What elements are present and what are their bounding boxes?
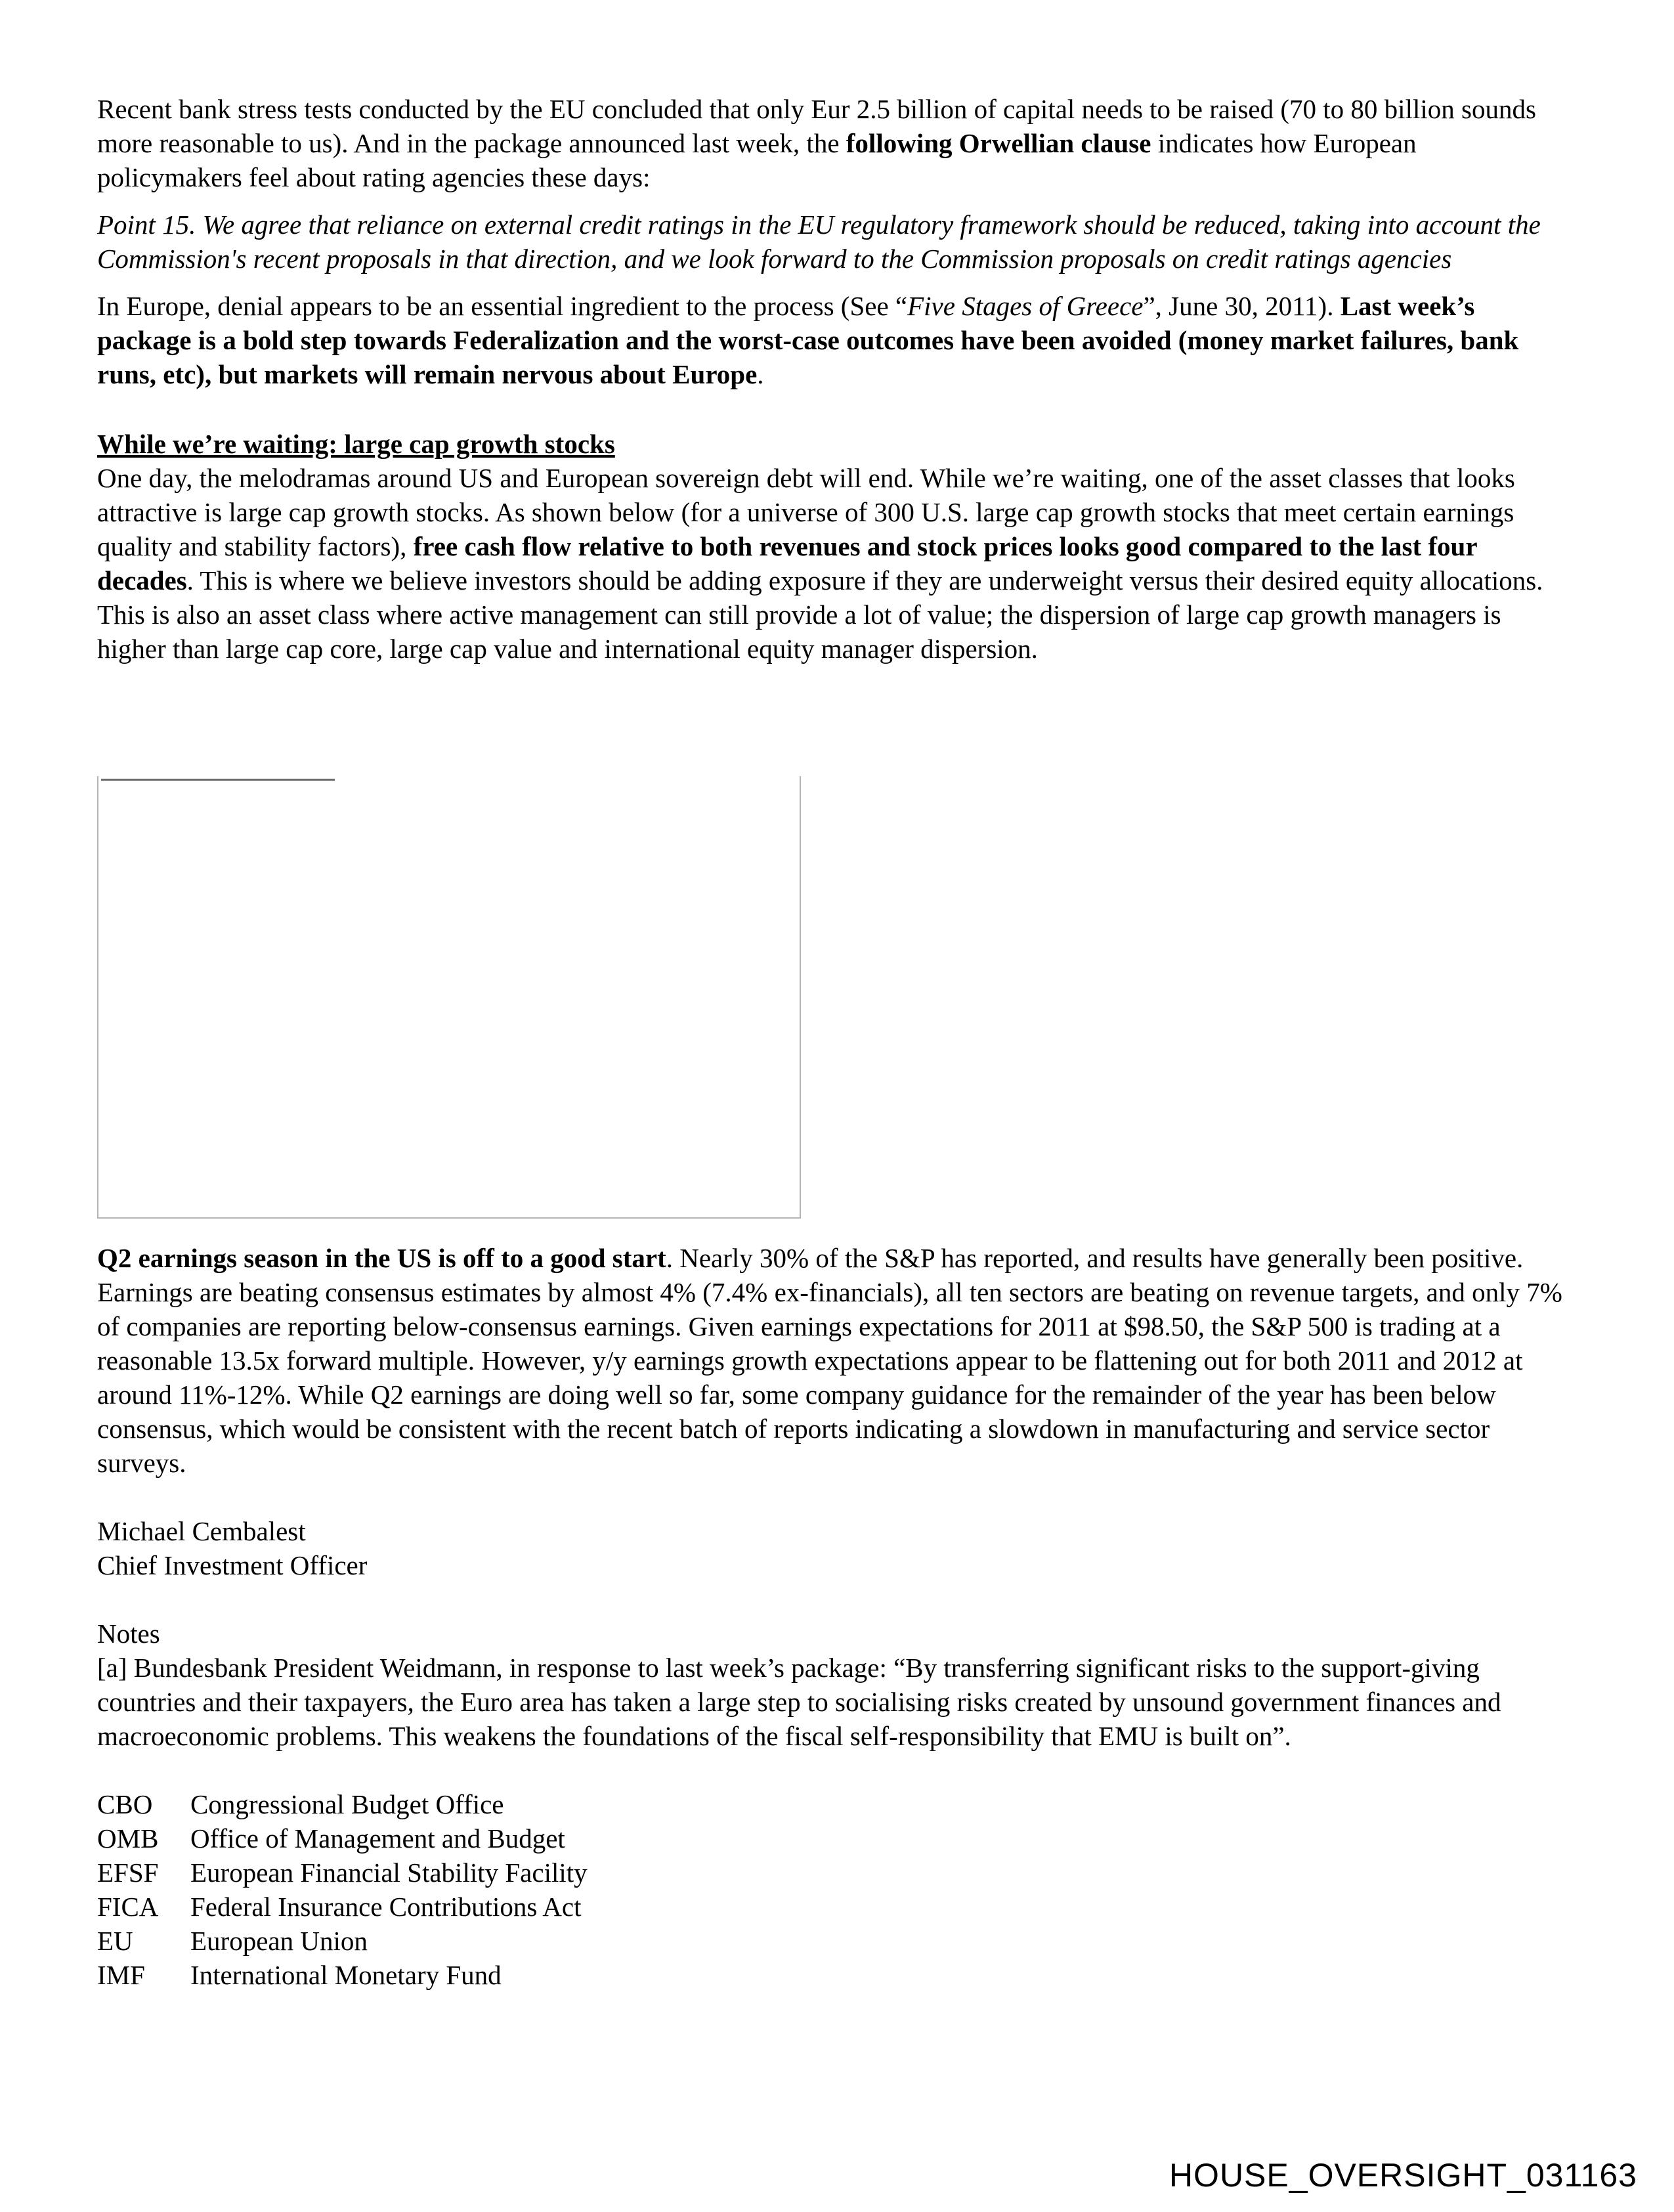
abbreviation-key: FICA: [97, 1892, 159, 1922]
signature-name: Michael Cembalest: [97, 1516, 306, 1546]
chart-placeholder-box: [97, 776, 801, 1219]
abbreviation-value: European Union: [190, 1926, 368, 1956]
lower-content: [97, 1241, 1568, 1992]
paragraph-stress-tests: [97, 92, 1568, 194]
abbreviation-key: IMF: [97, 1960, 145, 1990]
section-heading: While we’re waiting: large cap growth stocks: [97, 429, 615, 459]
bold-run: Q2 earnings season in the US is off to a good start: [97, 1243, 666, 1273]
italic-run: Five Stages of Greece: [907, 291, 1144, 321]
abbreviation-key: CBO: [97, 1789, 153, 1819]
quote-point-15: Point 15. We agree that reliance on external credit ratings in the EU regulatory framework should be reduced, taking into account the Commission's recent proposals in that direction, and we look forward to the Commission proposals on credit ratings agencies: [97, 209, 1541, 274]
paragraph-q2-earnings: [97, 1241, 1568, 1480]
signature-title: Chief Investment Officer: [97, 1550, 368, 1580]
abbreviation-value: Office of Management and Budget: [190, 1823, 565, 1854]
abbreviation-key: EU: [97, 1926, 133, 1956]
abbreviation-value: European Financial Stability Facility: [190, 1857, 588, 1888]
document-id-stamp: HOUSE_OVERSIGHT_031163: [1169, 2157, 1637, 2194]
abbreviation-value: Congressional Budget Office: [190, 1789, 504, 1819]
text-run: . This is where we believe investors should be adding exposure if they are underweight versus their desired equity allocations. This is also an asset class where active management can still provide a lot of value; the dispersion of large cap growth managers is higher than large cap core, large cap value and international equity manager dispersion.: [97, 565, 1543, 664]
abbreviation-key: OMB: [97, 1823, 159, 1854]
text-run: Recent bank stress tests conducted by the EU concluded that only Eur 2.5 billion of capital needs to be raised (70 to 80 billion sounds more reasonable to us). And in the package announced last week, the: [97, 94, 1536, 158]
text-run: ”, June 30, 2011).: [1143, 291, 1341, 321]
abbreviation-row: [97, 1787, 1568, 1821]
bold-run: Last week’s package is a bold step towards Federalization and the worst-case outcomes have been avoided (money market failures, bank runs, etc), but markets will remain nervous about Europe: [97, 291, 1519, 389]
abbreviation-key: EFSF: [97, 1857, 159, 1888]
abbreviation-row: [97, 1958, 1568, 1992]
chart-top-rule: [101, 779, 335, 781]
abbreviation-row: [97, 1855, 1568, 1890]
bold-run: free cash flow relative to both revenues and stock prices looks good compared to the last four decades: [97, 531, 1477, 596]
text-run: In Europe, denial appears to be an essential ingredient to the process (See “: [97, 291, 908, 321]
paragraph-large-cap-growth: [97, 461, 1568, 666]
abbreviation-row: [97, 1821, 1568, 1855]
text-run: .: [757, 359, 764, 389]
notes-heading: Notes: [97, 1618, 160, 1649]
abbreviations-list: [97, 1787, 1568, 1992]
abbreviation-row: [97, 1890, 1568, 1924]
abbreviation-value: Federal Insurance Contributions Act: [190, 1892, 582, 1922]
note-a: [a] Bundesbank President Weidmann, in response to last week’s package: “By transferring significant risks to the support-giving countries and their taxpayers, the Euro area has taken a large step to socialising risks created by unsound government finances and macroeconomic problems. This weakens the foundations of the fiscal self-responsibility that EMU is built on”.: [97, 1653, 1501, 1751]
abbreviation-value: International Monetary Fund: [190, 1960, 502, 1990]
bold-run: following Orwellian clause: [846, 128, 1151, 158]
paragraph-denial: [97, 289, 1568, 391]
main-content: [97, 92, 1568, 666]
text-run: . Nearly 30% of the S&P has reported, and results have generally been positive. Earnings are beating consensus estimates by almost 4% (7.4% ex-financials), all ten sectors are beating on revenue targets, and only 7% of companies are reporting below-consensus earnings. Given earnings expectations for 2011 at $98.50, the S&P 500 is trading at a reasonable 13.5x forward multiple. However, y/y earnings growth expectations appear to be flattening out for both 2011 and 2012 at around 11%-12%. While Q2 earnings are doing well so far, some company guidance for the remainder of the year has been below consensus, which would be consistent with the recent batch of reports indicating a slowdown in manufacturing and service sector surveys.: [97, 1243, 1562, 1478]
text-run: indicates how European policymakers feel about rating agencies these days:: [97, 128, 1417, 192]
text-run: One day, the melodramas around US and European sovereign debt will end. While we’re waiting, one of the asset classes that looks attractive is large cap growth stocks. As shown below (for a universe of 300 U.S. large cap growth stocks that meet certain earnings quality and stability factors),: [97, 463, 1515, 561]
abbreviation-row: [97, 1924, 1568, 1958]
